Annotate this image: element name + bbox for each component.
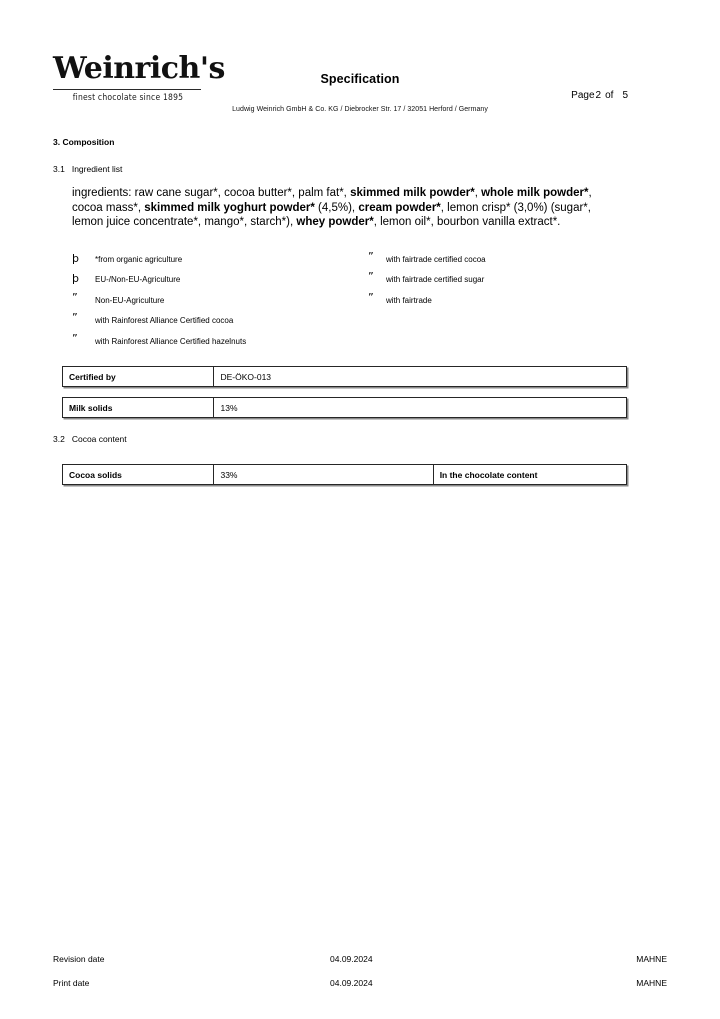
- page-number-indicator: [571, 90, 628, 101]
- footer-revision-row: [0, 954, 720, 968]
- legend-label: with fairtrade: [386, 295, 432, 305]
- section-heading-composition: 3. Composition: [53, 137, 115, 147]
- legend-label: Non-EU-Agriculture: [95, 295, 165, 305]
- print-date-user: MAHNE: [636, 978, 667, 988]
- ingredient-run-bold: whole milk powder*: [481, 187, 589, 199]
- legend-label: with Rainforest Alliance Certified cocoa: [95, 316, 234, 326]
- logo-tagline: finest chocolate since 1895: [72, 93, 184, 103]
- company-address-line: Ludwig Weinrich GmbH & Co. KG / Diebrocker Str. 17 / 32051 Herford / Germany: [232, 106, 488, 113]
- revision-date-user: MAHNE: [636, 954, 667, 964]
- legend-label: with fairtrade certified cocoa: [386, 255, 486, 264]
- ingredient-run-bold: skimmed milk powder*: [350, 187, 475, 199]
- subsection-number: 3.1: [53, 164, 65, 174]
- legend-marker-icon: þ: [72, 272, 79, 286]
- legend-marker-icon: þ: [72, 252, 79, 265]
- ingredient-run-bold: skimmed milk yoghurt powder*: [144, 201, 315, 214]
- subsection-number-cocoa: 3.2: [53, 434, 65, 444]
- cocoa-solids-note: In the chocolate content: [433, 465, 626, 484]
- revision-date-label: Revision date: [53, 954, 105, 964]
- legend-label: with fairtrade certified sugar: [386, 275, 485, 285]
- footer-print-row: [0, 978, 720, 992]
- ingredient-run: , cocoa mass*,: [72, 187, 592, 214]
- subsection-heading-cocoa-content: [53, 434, 127, 444]
- legend-label: with Rainforest Alliance Certified hazelnuts: [95, 336, 247, 346]
- legend-marker-icon: ”: [368, 290, 374, 304]
- cocoa-solids-label: Cocoa solids: [69, 470, 122, 480]
- ingredient-legend: [0, 250, 720, 355]
- ingredient-list-text: [72, 186, 599, 230]
- subsection-label: Ingredient list: [71, 164, 123, 174]
- ingredient-run: , lemon oil*, bourbon vanilla extract*.: [373, 216, 561, 229]
- ingredient-run: , lemon crisp* (3,0%) (sugar*, lemon juice concentrate*, mango*, starch*),: [72, 201, 591, 229]
- ingredient-run: ,: [474, 187, 482, 199]
- ingredient-run: (4,5%),: [314, 201, 359, 214]
- legend-marker-icon: ”: [72, 311, 78, 325]
- page-total-number: 5: [622, 90, 628, 101]
- legend-label: EU-/Non-EU-Agriculture: [95, 275, 181, 285]
- milk-solids-label: Milk solids: [69, 403, 113, 413]
- legend-marker-icon: ”: [72, 290, 78, 304]
- document-header: [0, 0, 720, 130]
- logo-divider-rule: [53, 89, 201, 90]
- cocoa-solids-table: [62, 464, 627, 485]
- cocoa-solids-value: 33%: [213, 465, 432, 484]
- legend-marker-icon: ”: [368, 250, 374, 263]
- revision-date-value: 04.09.2024: [330, 954, 373, 964]
- certified-by-table: [62, 366, 627, 387]
- legend-marker-icon: ”: [368, 270, 374, 284]
- ingredient-run-bold: cream powder*: [358, 201, 441, 214]
- certified-by-value: DE-ÖKO-013: [213, 367, 626, 386]
- certified-by-label: Certified by: [69, 372, 116, 382]
- page-of-label: of: [605, 90, 614, 101]
- subsection-label-cocoa: Cocoa content: [71, 434, 127, 444]
- page-title: Specification: [320, 72, 400, 86]
- ingredient-run: ingredients: raw cane sugar*, cocoa butter*, palm fat*,: [72, 187, 351, 199]
- legend-marker-icon: ”: [72, 331, 78, 345]
- print-date-value: 04.09.2024: [330, 978, 373, 988]
- page-current-number: 2: [595, 90, 602, 101]
- milk-solids-table: [62, 397, 627, 418]
- legend-label: *from organic agriculture: [95, 255, 183, 264]
- subsection-heading-ingredient-list: [53, 164, 122, 174]
- print-date-label: Print date: [53, 978, 90, 988]
- ingredient-run-bold: whey powder*: [296, 216, 374, 229]
- logo-wordmark: Weinrich's: [53, 51, 225, 86]
- page-label: Page: [571, 90, 595, 101]
- milk-solids-value: 13%: [213, 398, 626, 417]
